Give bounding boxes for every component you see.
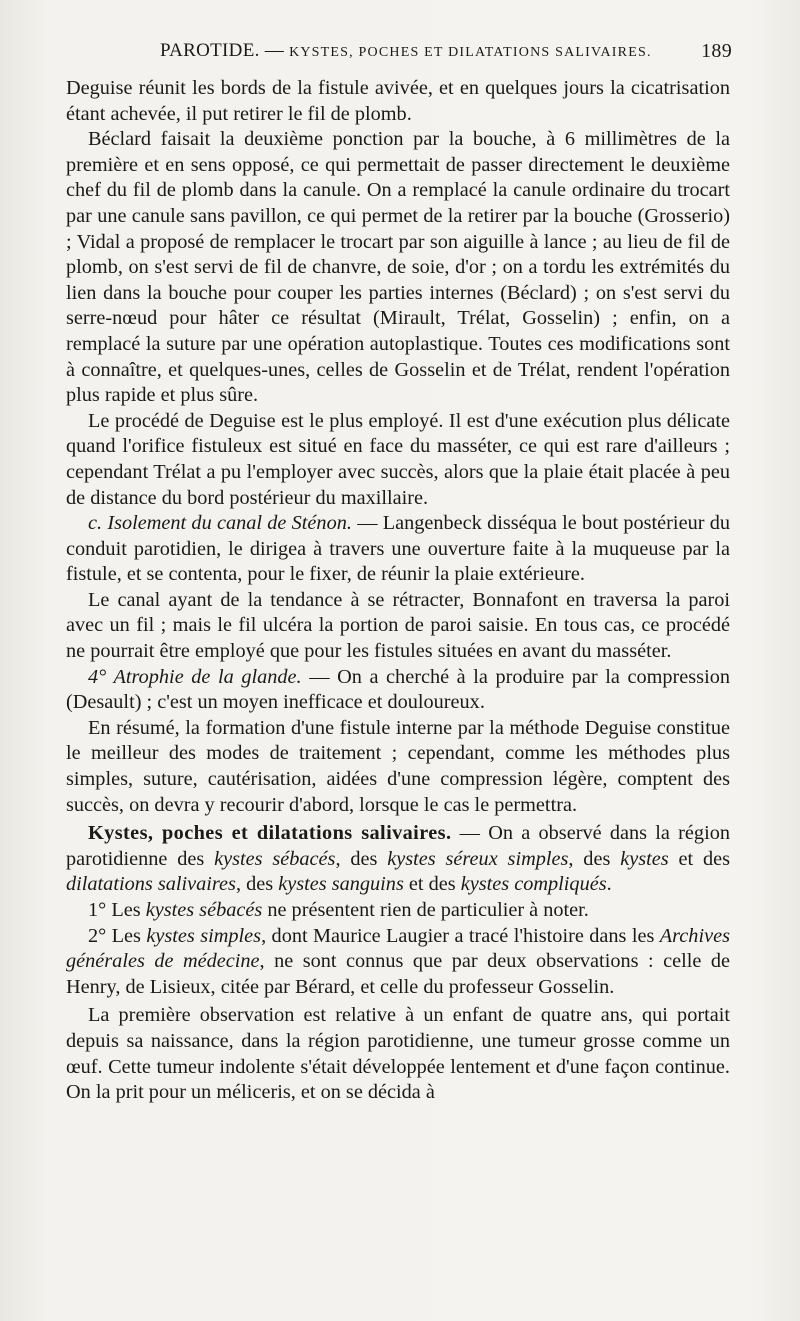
paragraph-9 [66,898,730,924]
text-run: 1° Les [88,899,146,921]
paragraph-1: Deguise réunit les bords de la fistule avivée, et en quelques jours la cicatrisation étant achevée, il put retirer le fil de plomb. [66,77,730,125]
text-run: , des [568,847,621,870]
paragraph-2: Béclard faisait la deuxième ponction par la bouche, à 6 millimètres de la première et en sens opposé, ce qui permettait de passer directement le deuxième chef du fil de plomb dans la canule. On a remplacé la canule ordinaire du trocart par une canule sans pavillon, ce qui permet de la retirer par la bouche (Grosserio) ; Vidal a proposé de remplacer le trocart par son aiguille à lance ; au lieu de fil de plomb, on s'est servi de fil de chanvre, de soie, d'or ; on a tordu les extrémités du lien dans la bouche pour couper les parties internes (Béclard) ; on s'est servi du serre-nœud pour hâter ce résultat (Mirault, Trélat, Gosselin) ; enfin, on a remplacé la suture par une opération autoplastique. Toutes ces modifications sont à connaître, et quelques-unes, celles de Gosselin et de Trélat, rendent l'opération plus rapide et plus sûre. [66,128,730,407]
section-heading-kystes: Kystes, poches et dilatations salivaires. [88,822,452,845]
italic-term: kystes simples [146,924,262,947]
text-run: , des [335,847,388,870]
subsection-heading-atrophie: 4° Atrophie de la glande. [88,665,302,688]
text-run: ne présentent rien de particulier à noter. [262,899,589,921]
italic-term: kystes séreux simples [387,847,569,870]
paragraph-10 [66,924,730,1001]
italic-term: dilatations salivaires [66,873,236,896]
text-run: , des [235,873,279,896]
italic-term: kystes compliqués [460,873,607,896]
paragraph-4-text: — Langenbeck disséqua le bout postérieur du conduit parotidien, le dirigea à travers une ouverture faite à la muqueuse par la fistule, et se contenta, pour le fixer, de réunir la plaie extérieure. [66,512,730,586]
paragraph-5: Le canal ayant de la tendance à se rétracter, Bonnafont en traversa la paroi avec un fil ; mais le fil ulcéra la portion de paroi saisie. En tous cas, ce procédé ne pourrait être employé que pour les fistules situées en avant du masséter. [66,588,730,663]
running-title-sub: KYSTES, POCHES ET DILATATIONS SALIVAIRES. [289,45,652,60]
text-run: , dont Maurice Laugier a tracé l'histoire dans les [261,924,660,947]
italic-term: kystes sébacés [214,847,336,870]
text-run: . [606,873,612,896]
text-run: , ne sont connus que par deux observations : celle de Henry, de Lisieux, citée par Bérard, et celle du professeur Gosselin. [66,950,730,998]
running-title [160,40,652,62]
paragraph-8 [66,821,730,898]
italic-term: kystes sébacés [145,899,263,921]
paragraph-6-text: — On a cherché à la produire par la compression (Desault) ; c'est un moyen inefficace et douloureux. [66,665,730,714]
running-header [160,40,732,70]
running-title-main: PAROTIDE. — [160,40,290,61]
text-run: et des [668,847,731,870]
paragraph-7: En résumé, la formation d'une fistule interne par la méthode Deguise constitue le meilleur des modes de traitement ; cependant, comme les méthodes plus simples, suture, cautérisation, aidées d'une compression légère, comptent des succès, on devra y recourir d'abord, lorsque le cas le permettra. [66,716,730,816]
paragraph-3: Le procédé de Deguise est le plus employé. Il est d'une exécution plus délicate quand l'orifice fistuleux est situé en face du masséter, ce qui est rare d'ailleurs ; cependant Trélat a pu l'employer avec succès, alors que la plaie était placée à peu de distance du bord postérieur du maxillaire. [66,409,730,509]
italic-term: kystes sanguins [278,873,404,896]
text-run: — On a observé dans la région parotidienne des [66,822,730,870]
page-number: 189 [701,40,732,62]
italic-citation: Archives générales de médecine [66,924,730,973]
subsection-heading-isolement: c. Isolement du canal de Sténon. [88,512,352,535]
paragraph-4 [66,511,730,588]
paragraph-6 [66,665,730,716]
text-run: 2° Les [88,924,147,947]
paragraph-11: La première observation est relative à un enfant de quatre ans, qui portait depuis sa naissance, dans la région parotidienne, une tumeur grosse comme un œuf. Cette tumeur indolente s'était développée lentement et d'une façon continue. On la prit pour un méliceris, et on se décida à [66,1004,730,1104]
italic-term: kystes [620,847,669,870]
text-run: et des [403,873,461,896]
body-text [66,76,730,1106]
